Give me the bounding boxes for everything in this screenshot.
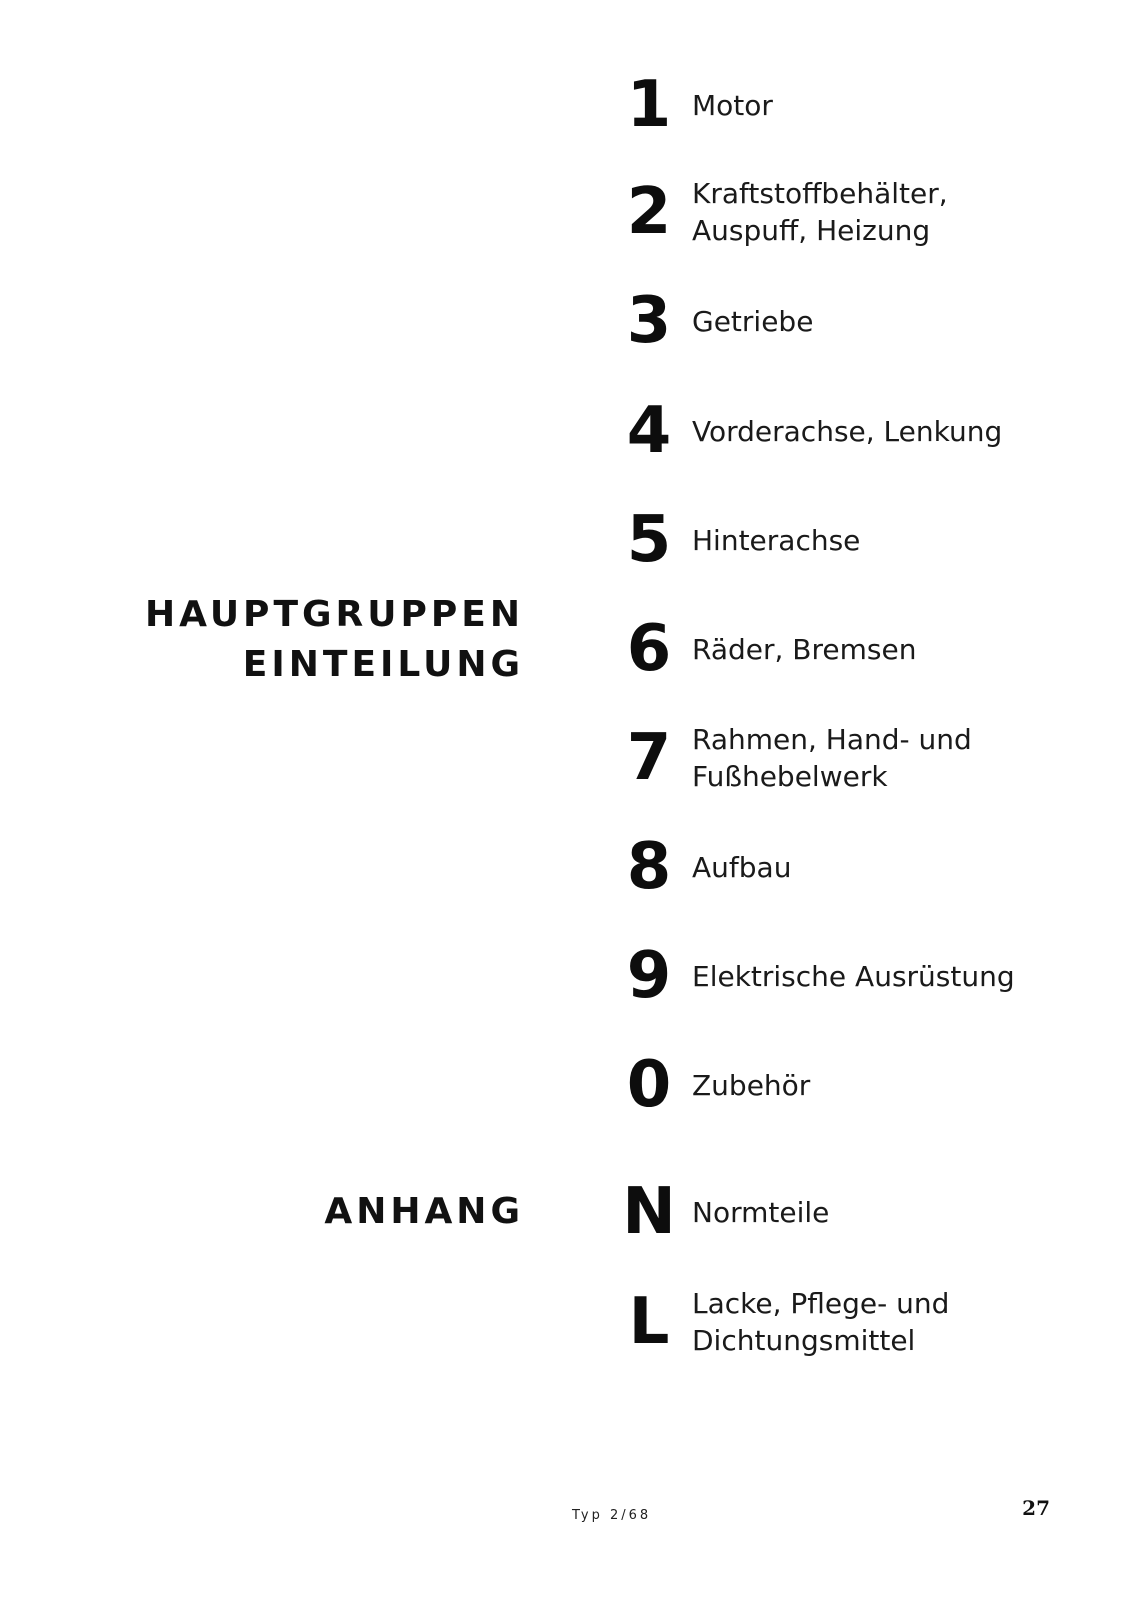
main-groups-title-line2: EINTEILUNG — [242, 644, 524, 685]
appendix-label: Normteile — [692, 1195, 830, 1229]
group-entry-8 — [612, 827, 1072, 907]
appendix-entry-l — [612, 1282, 1072, 1362]
group-code: 1 — [626, 68, 672, 142]
main-groups-title-line1: HAUPTGRUPPEN — [144, 594, 524, 635]
appendix-code: N — [622, 1175, 676, 1249]
group-code: 9 — [626, 939, 672, 1013]
group-entry-0 — [612, 1045, 1072, 1125]
group-code: 3 — [626, 284, 672, 358]
group-entry-5 — [612, 500, 1072, 580]
group-label: Vorderachse, Lenkung — [692, 414, 1003, 448]
group-label: Zubehör — [692, 1068, 811, 1102]
group-label: Getriebe — [692, 304, 814, 338]
group-code: 5 — [626, 503, 672, 577]
appendix-title: ANHANG — [324, 1191, 524, 1232]
group-label: Räder, Bremsen — [692, 632, 917, 666]
group-entry-4 — [612, 391, 1072, 471]
group-entry-2 — [612, 172, 1072, 252]
group-label: Aufbau — [692, 850, 792, 884]
group-entry-3 — [612, 281, 1072, 361]
group-code: 2 — [626, 175, 672, 249]
appendix-label: Lacke, Pflege- und Dichtungsmittel — [692, 1287, 950, 1357]
group-code: 6 — [626, 612, 672, 686]
page-number: 27 — [1022, 1496, 1050, 1520]
group-code: 4 — [626, 394, 672, 468]
group-code: 0 — [626, 1048, 672, 1122]
group-label: Motor — [692, 88, 773, 122]
footer-type-label: Typ 2/68 — [572, 1508, 652, 1523]
group-label: Elektrische Ausrüstung — [692, 959, 1015, 993]
group-code: 8 — [626, 830, 672, 904]
group-entry-1 — [612, 65, 1072, 145]
group-label: Rahmen, Hand- und Fußhebelwerk — [692, 723, 972, 793]
group-entry-6 — [612, 609, 1072, 689]
main-groups-title — [145, 590, 524, 690]
group-label: Kraftstoffbehälter, Auspuff, Heizung — [692, 177, 948, 247]
appendix-entry-n — [612, 1172, 1072, 1252]
group-entry-9 — [612, 936, 1072, 1016]
group-entry-7 — [612, 718, 1072, 798]
appendix-code: L — [628, 1285, 670, 1359]
group-code: 7 — [626, 721, 672, 795]
group-label: Hinterachse — [692, 523, 861, 557]
